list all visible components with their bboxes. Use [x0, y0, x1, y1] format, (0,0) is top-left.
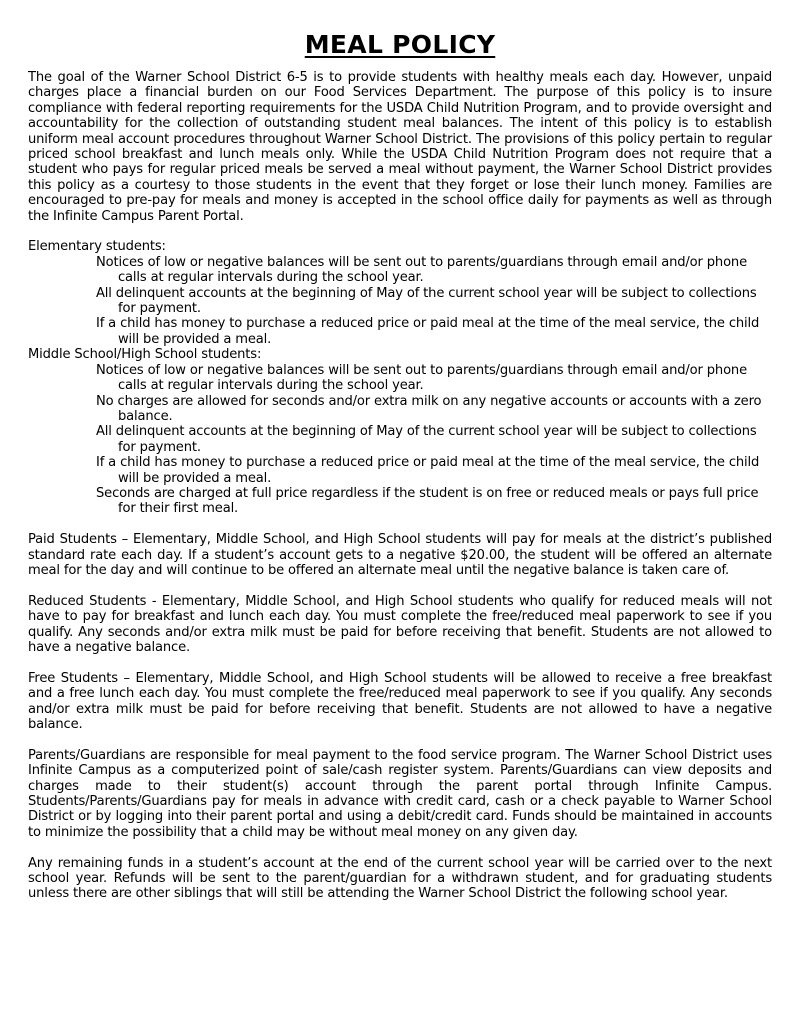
- middle-high-list: [28, 363, 772, 517]
- list-item: Notices of low or negative balances will be sent out to parents/guardians through email and/or phone calls at regular intervals during the school year.: [96, 254, 747, 286]
- list-item: All delinquent accounts at the beginning of May of the current school year will be subject to collections for payment.: [96, 285, 757, 317]
- remaining-funds-paragraph: Any remaining funds in a student’s account at the end of the current school year will be carried over to the next school year. Refunds will be sent to the parent/guardian for a withdrawn student, and for graduating students unless there are other siblings that will still be attending the Warner School District the following school year.: [28, 855, 772, 902]
- list-item: Seconds are charged at full price regardless if the student is on free or reduced meals or pays full price for their first meal.: [96, 485, 759, 517]
- list-item: If a child has money to purchase a reduced price or paid meal at the time of the meal service, the child will be provided a meal.: [96, 455, 760, 486]
- paid-students-paragraph: Paid Students – Elementary, Middle School, and High School students will pay for meals at the district’s published standard rate each day. If a student’s account gets to a negative $20.00, the student will be offered an alternate meal for the day and will continue to be offered an alternate meal until the negative balance is taken care of.: [28, 532, 772, 578]
- elementary-heading: Elementary students:: [28, 239, 166, 255]
- intro-paragraph: The goal of the Warner School District 6-5 is to provide students with healthy meals each day. However, unpaid charges place a financial burden on our Food Services Department. The purpose of this policy is to insure compliance with federal reporting requirements for the USDA Child Nutrition Program, and to provide oversight and accountability for the collection of outstanding student meal balances. The intent of this policy is to establish uniform meal account procedures throughout Warner School District. The provisions of this policy pertain to regular priced school breakfast and lunch meals only. While the USDA Child Nutrition Program does not require that a student who pays for regular priced meals be served a meal without payment, the Warner School District provides this policy as a courtesy to those students in the event that they forget or lose their lunch money. Families are encouraged to pre-pay for meals and money is accepted in the school office daily for payments as well as through the Infinite Campus Parent Portal.: [28, 70, 772, 224]
- list-item: No charges are allowed for seconds and/or extra milk on any negative accounts or accounts with a zero balance.: [96, 393, 762, 424]
- elementary-list: [28, 255, 772, 347]
- document-page: [28, 30, 772, 917]
- list-item: All delinquent accounts at the beginning of May of the current school year will be subject to collections for payment.: [96, 424, 757, 455]
- page-title: MEAL POLICY: [304, 30, 496, 59]
- middle-high-heading: Middle School/High School students:: [28, 347, 262, 363]
- list-item: If a child has money to purchase a reduced price or paid meal at the time of the meal service, the child will be provided a meal.: [96, 316, 760, 347]
- list-item: Notices of low or negative balances will be sent out to parents/guardians through email and/or phone calls at regular intervals during the school year.: [96, 362, 747, 394]
- free-students-paragraph: Free Students – Elementary, Middle School, and High School students will be allowed to receive a free breakfast and a free lunch each day. You must complete the free/reduced meal paperwork to see if you qualify. Any seconds and/or extra milk must be paid for before receiving that benefit. Students are not allowed to have a negative balance.: [28, 670, 772, 732]
- reduced-students-paragraph: Reduced Students - Elementary, Middle School, and High School students who qualify for reduced meals will not have to pay for breakfast and lunch each day. You must complete the free/reduced meal paperwork to see if you qualify. Any seconds and/or extra milk must be paid for before receiving that benefit. Students are not allowed to have a negative balance.: [28, 593, 772, 655]
- parents-guardians-paragraph: Parents/Guardians are responsible for meal payment to the food service program. The Warner School District uses Infinite Campus as a computerized point of sale/cash register system. Parents/Guardians can view deposits and charges made to their student(s) account through the parent portal through Infinite Campus. Students/Parents/Guardians pay for meals in advance with credit card, cash or a check payable to Warner School District or by logging into their parent portal and using a debit/credit card. Funds should be maintained in accounts to minimize the possibility that a child may be without meal money on any given day.: [28, 747, 772, 840]
